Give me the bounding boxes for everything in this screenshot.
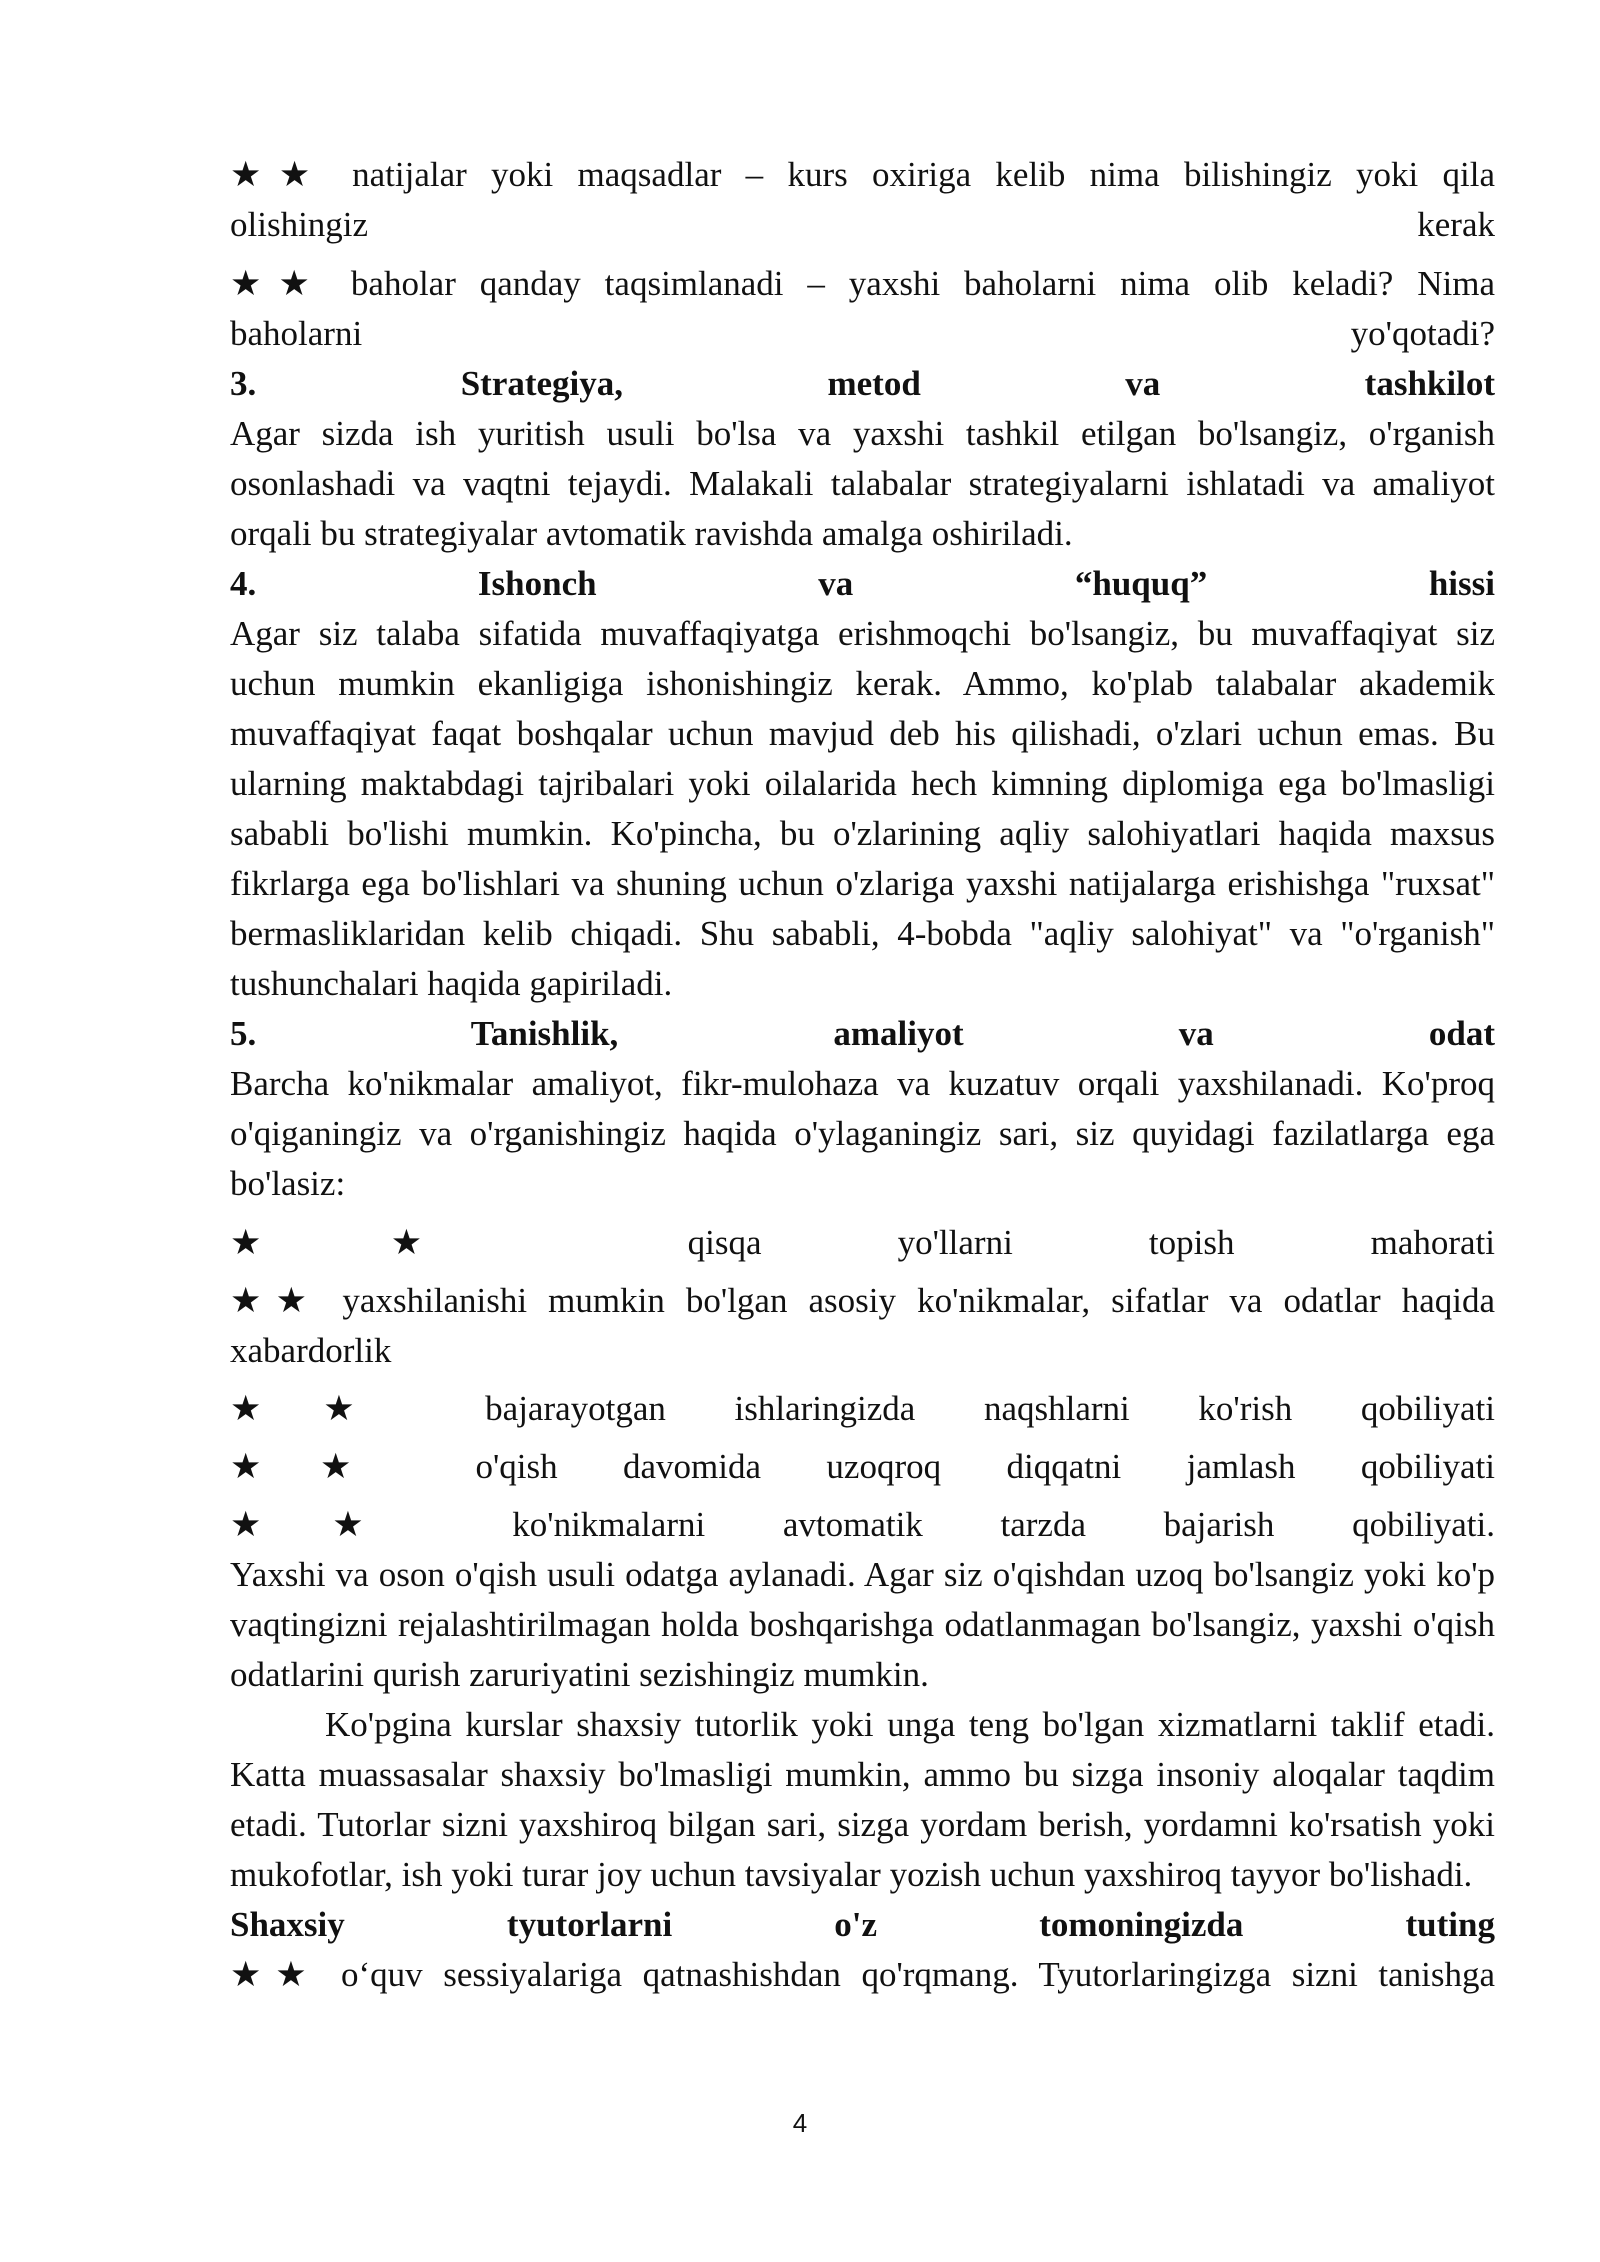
bullet-grades-line2: baholarni yo'qotadi?	[230, 314, 1495, 353]
bullet-focus: ★★ o'qish davomida uzoqroq diqqatni jamlash qobiliyati	[230, 1447, 1495, 1486]
heading-section-5: 5. Tanishlik, amaliyot va odat	[230, 1014, 1495, 1053]
double-star-icon: ★★	[230, 155, 328, 194]
bullet-sessions: ★★ o‘quv sessiyalariga qatnashishdan qo'rqmang. Tyutorlaringizga sizni tanishga	[230, 1955, 1496, 1994]
double-star-icon: ★★	[230, 1955, 321, 1994]
double-star-icon: ★★	[230, 264, 328, 303]
paragraph-tutors: Ko'pgina kurslar shaxsiy tutorlik yoki unga teng bo'lgan xizmatlarni taklif etadi. Katta muassasalar shaxsiy bo'lmasligi mumkin, ammo bu sizga insoniy aloqalar taqdim etadi. Tutorlar sizni yaxshiroq bilgan sari, sizga yordam berish, yordamni ko'rsatish yoki mukofotlar, ish yoki turar joy uchun tavsiyalar yozish uchun yaxshiroq tayyor bo'lishadi.	[230, 1705, 1495, 1894]
bullet-automatic: ★★ ko'nikmalarni avtomatik tarzda bajarish qobiliyati.	[230, 1505, 1496, 1544]
double-star-icon: ★★	[230, 1223, 552, 1262]
bullet-patterns: ★★ bajarayotgan ishlaringizda naqshlarni ko'rish qobiliyati	[230, 1389, 1495, 1428]
document-page	[230, 150, 1495, 2000]
paragraph-section-3: Agar sizda ish yuritish usuli bo'lsa va yaxshi tashkil etilgan bo'lsangiz, o'rganish osonlashadi va vaqtni tejaydi. Malakali talabalar strategiyalarni ishlatadi va amaliyot orqali bu strategiyalar avtomatik ravishda amalga oshiriladi.	[230, 414, 1495, 553]
double-star-icon: ★★	[230, 1281, 322, 1320]
bullet-awareness: ★★ yaxshilanishi mumkin bo'lgan asosiy ko'nikmalar, sifatlar va odatlar haqida xabardorlik	[230, 1281, 1496, 1370]
heading-personal-tutors: Shaxsiy tyutorlarni o'z tomoningizda tuting	[230, 1905, 1495, 1944]
bullet-grades-line1: ★★ baholar qanday taqsimlanadi – yaxshi baholarni nima olib keladi? Nima	[230, 264, 1495, 303]
paragraph-section-4: Agar siz talaba sifatida muvaffaqiyatga erishmoqchi bo'lsangiz, bu muvaffaqiyat siz uchun mumkin ekanligiga ishonishingiz kerak. Ammo, ko'plab talabalar akademik muvaffaqiyat faqat boshqalar uchun mavjud deb his qilishadi, o'zlari uchun emas. Bu ularning maktabdagi tajribalari yoki oilalarida hech kimning diplomiga ega bo'lmasligi sababli bo'lishi mumkin. Ko'pincha, bu o'zlarining aqliy salohiyatlari haqida maxsus fikrlarga ega bo'lishlari va shuning uchun o'zlariga yaxshi natijalarga erishishga "ruxsat" bermasliklaridan kelib chiqadi. Shu sababli, 4-bobda "aqliy salohiyat" va "o'rganish" tushunchalari haqida gapiriladi.	[230, 614, 1495, 1003]
paragraph-habits: Yaxshi va oson o'qish usuli odatga aylanadi. Agar siz o'qishdan uzoq bo'lsangiz yoki ko'p vaqtingizni rejalashtirilmagan holda boshqarishga odatlanmagan bo'lsangiz, yaxshi o'qish odatlarini qurish zaruriyatini sezishingiz mumkin.	[230, 1555, 1495, 1694]
heading-section-3: 3. Strategiya, metod va tashkilot	[230, 364, 1495, 403]
heading-section-4: 4. Ishonch va “huquq” hissi	[230, 564, 1495, 603]
bullet-outcomes-line1: ★★ natijalar yoki maqsadlar – kurs oxiriga kelib nima bilishingiz yoki qila	[230, 155, 1495, 194]
page-number: 4	[792, 2108, 808, 2138]
paragraph-section-5: Barcha ko'nikmalar amaliyot, fikr-mulohaza va kuzatuv orqali yaxshilanadi. Ko'proq o'qiganingiz va o'rganishingiz haqida o'ylaganingiz sari, siz quyidagi fazilatlarga ega bo'lasiz:	[230, 1064, 1495, 1203]
double-star-icon: ★★	[230, 1447, 411, 1486]
double-star-icon: ★★	[230, 1389, 417, 1428]
double-star-icon: ★★	[230, 1505, 435, 1544]
bullet-shortcuts: ★★ qisqa yo'llarni topish mahorati	[230, 1223, 1495, 1262]
bullet-outcomes-line2: olishingiz kerak	[230, 205, 1495, 244]
